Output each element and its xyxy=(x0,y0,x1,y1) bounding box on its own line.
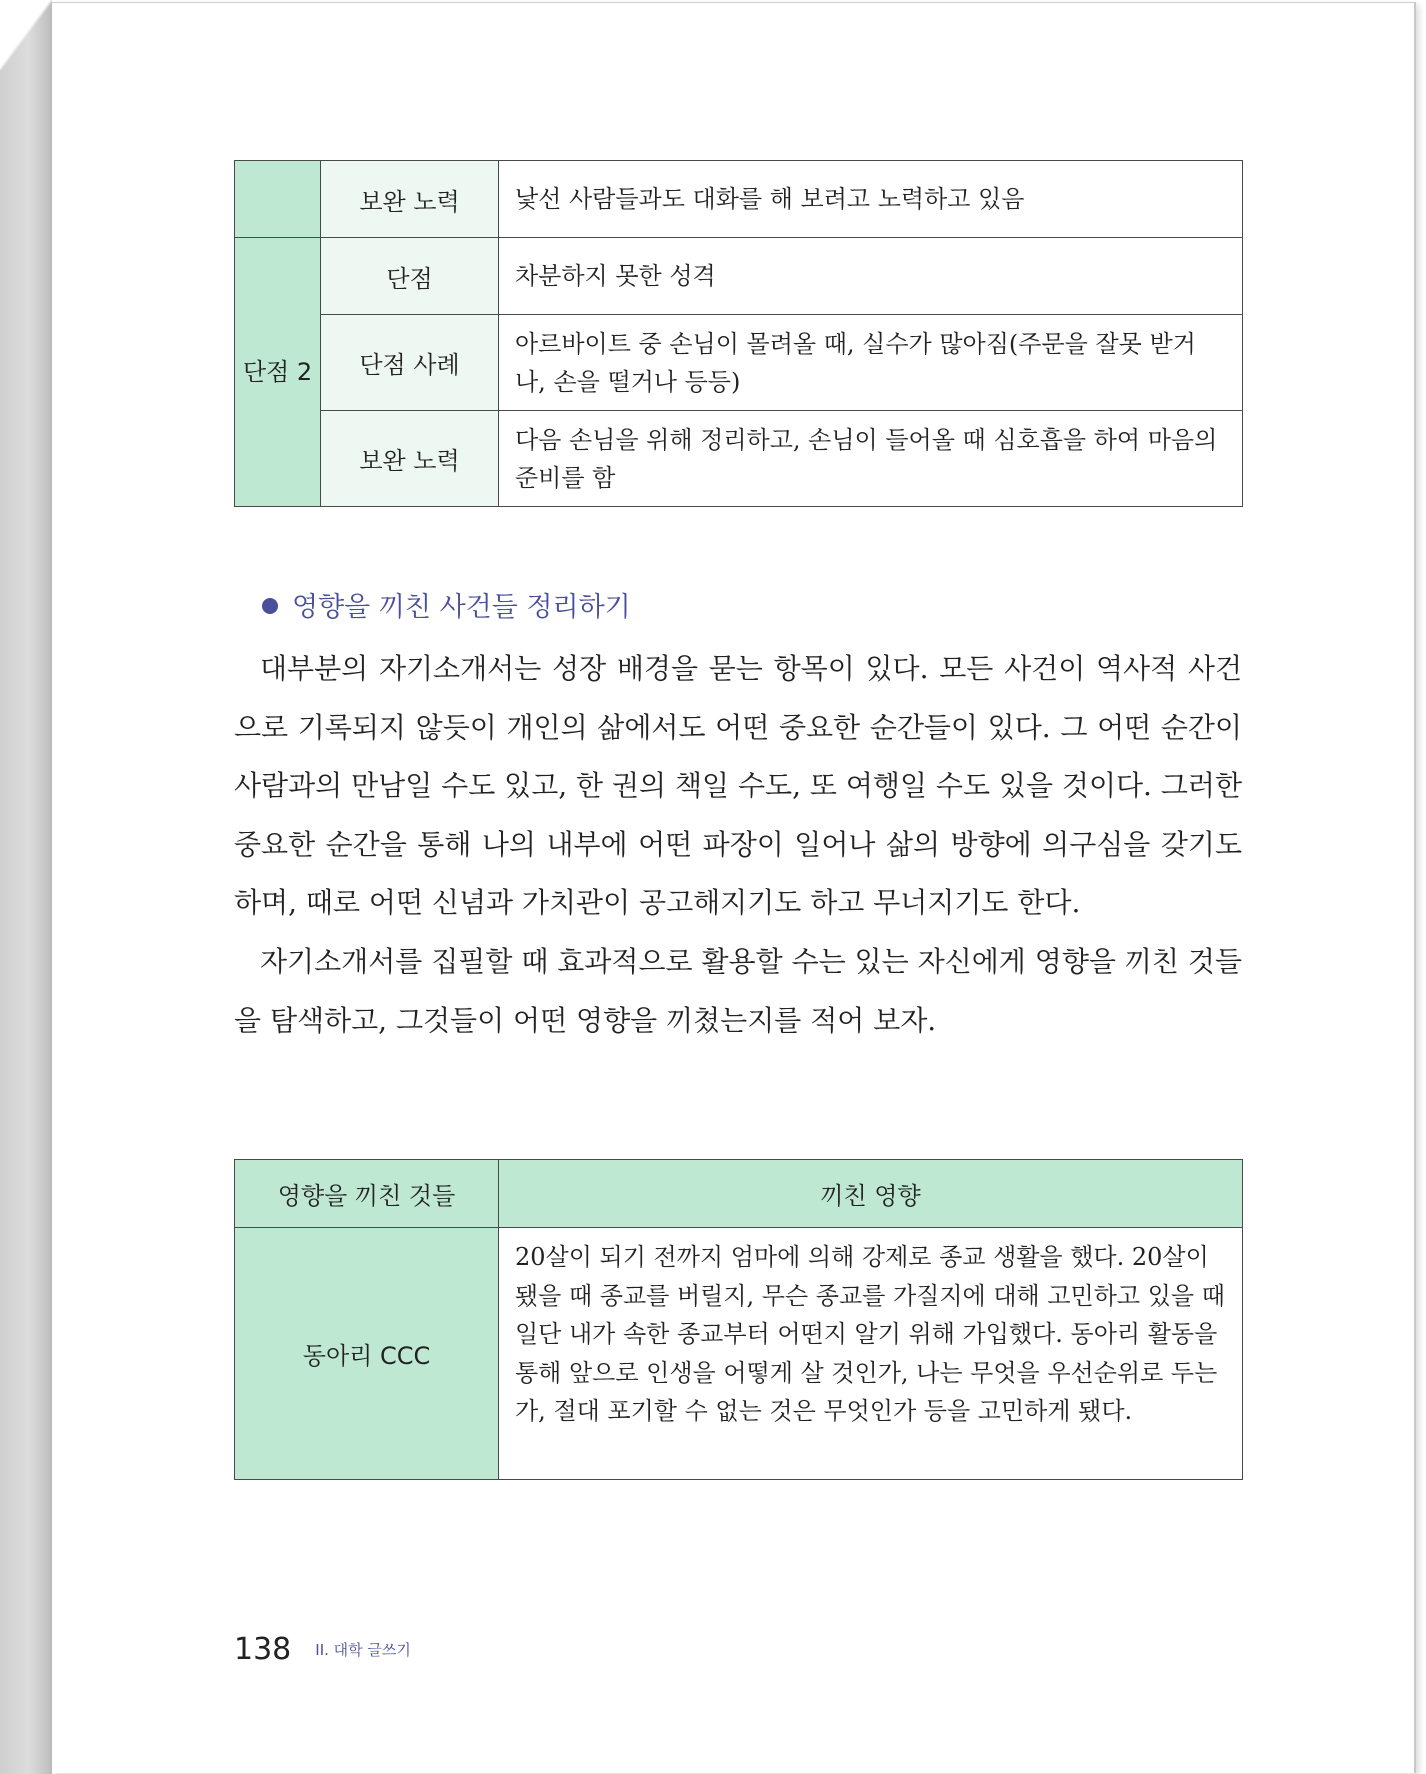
row-text: 다음 손님을 위해 정리하고, 손님이 들어올 때 심호흡을 하여 마음의 준비를 함 xyxy=(499,411,1243,507)
row-text: 아르바이트 중 손님이 몰려올 때, 실수가 많아짐(주문을 잘못 받거나, 손을 떨거나 등등) xyxy=(499,315,1243,411)
influence-effect: 20살이 되기 전까지 엄마에 의해 강제로 종교 생활을 했다. 20살이 됐을 때 종교를 버릴지, 무슨 종교를 가질지에 대해 고민하고 있을 때 일단 내가 속한 종교부터 어떤지 알기 위해 가입했다. 동아리 활동을 통해 앞으로 인생을 어떻게 살 것인가, 나는 무엇을 우선순위로 두는가, 절대 포기할 수 없는 것은 무엇인가 등을 고민하게 됐다. xyxy=(499,1228,1243,1480)
row-label: 단점 xyxy=(321,238,499,315)
body-text xyxy=(234,640,1242,1050)
category-cell-continued xyxy=(235,161,321,238)
row-text: 낯선 사람들과도 대화를 해 보려고 노력하고 있음 xyxy=(499,161,1243,238)
influence-item: 동아리 CCC xyxy=(235,1228,499,1480)
category-cell: 단점 2 xyxy=(235,238,321,507)
chapter-title: II. 대학 글쓰기 xyxy=(315,1641,411,1659)
table-row xyxy=(235,1228,1243,1480)
book-page-edge xyxy=(0,0,52,1774)
table-row xyxy=(235,238,1243,315)
table-row xyxy=(235,411,1243,507)
row-label: 보완 노력 xyxy=(321,411,499,507)
page-number: 138 xyxy=(234,1632,292,1667)
row-label: 보완 노력 xyxy=(321,161,499,238)
row-label: 단점 사례 xyxy=(321,315,499,411)
paragraph: 자기소개서를 집필할 때 효과적으로 활용할 수는 있는 자신에게 영향을 끼친 것들을 탐색하고, 그것들이 어떤 영향을 끼쳤는지를 적어 보자. xyxy=(234,944,1242,1037)
section-heading-text: 영향을 끼친 사건들 정리하기 xyxy=(292,592,631,623)
column-header: 영향을 끼친 것들 xyxy=(235,1160,499,1228)
table-header-row xyxy=(235,1160,1243,1228)
influence-table xyxy=(234,1159,1243,1480)
section-heading xyxy=(262,588,631,628)
bullet-icon xyxy=(262,598,278,614)
table-row xyxy=(235,315,1243,411)
paragraph: 대부분의 자기소개서는 성장 배경을 묻는 항목이 있다. 모든 사건이 역사적 사건으로 기록되지 않듯이 개인의 삶에서도 어떤 중요한 순간들이 있다. 그 어떤 순간이 사람과의 만남일 수도 있고, 한 권의 책일 수도, 또 여행일 수도 있을 것이다. 그러한 중요한 순간을 통해 나의 내부에 어떤 파장이 일어나 삶의 방향에 의구심을 갖기도 하며, 때로 어떤 신념과 가치관이 공고해지기도 하고 무너지기도 한다. xyxy=(234,652,1242,920)
table-row xyxy=(235,161,1243,238)
column-header: 끼친 영향 xyxy=(499,1160,1243,1228)
row-text: 차분하지 못한 성격 xyxy=(499,238,1243,315)
page-footer xyxy=(234,1632,411,1672)
weakness-table xyxy=(234,160,1243,507)
